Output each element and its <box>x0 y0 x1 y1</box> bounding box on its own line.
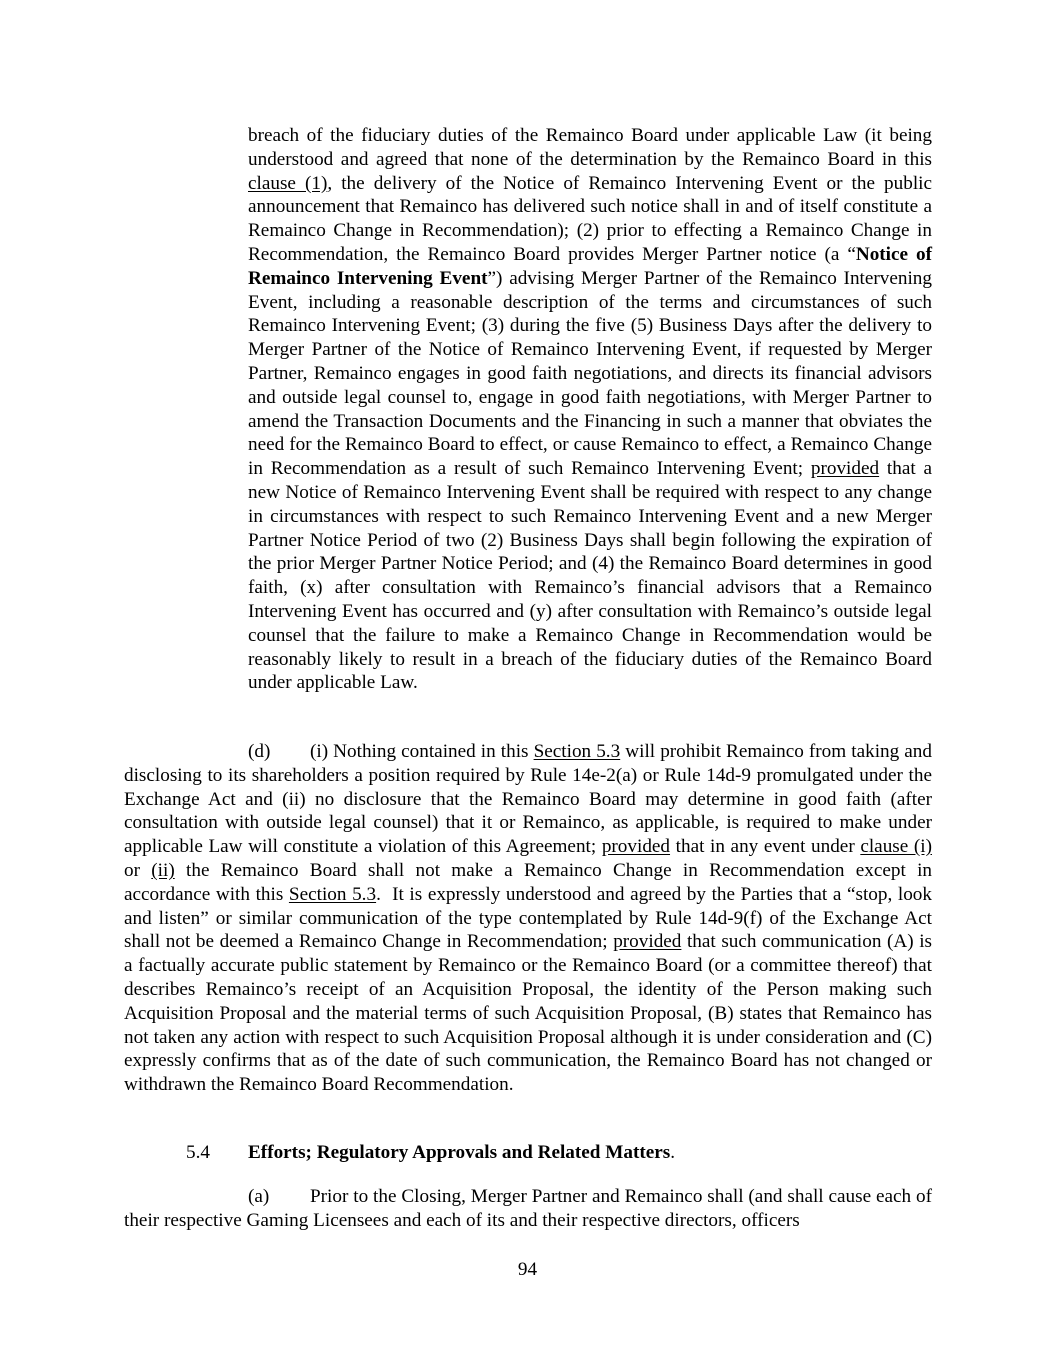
text-run: breach of the fiduciary duties of the Remainco Board under applicable Law (it being understood and agreed that none of the determination by the Remainco Board in this <box>248 125 932 170</box>
text-run: . It is expressly understood and agreed by the Parties that a “stop, look and listen” or similar communication of the type contemplated by Rule 14d-9(f) of the Exchange Act shall not be deemed a Remainco Change in Recommendation; <box>124 883 932 953</box>
section-number: 5.4 <box>186 1142 210 1163</box>
provided-term: provided <box>810 458 880 480</box>
section-title: Efforts; Regulatory Approvals and Related Matters <box>248 1142 671 1163</box>
text-run: will prohibit Remainco from taking and disclosing to its shareholders a position required by Rule 14e-2(a) or Rule 14d-9 promulgated under the Exchange Act and (ii) no disclosure that the Remainco Board may determine in good faith (after consultation with outside legal counsel) that it or Remainco, as applicable, is required to make under applicable Law will constitute a violation of this Agreement; <box>124 741 932 858</box>
clause-a-paragraph <box>124 1185 932 1233</box>
clause-d-label: (d) <box>248 741 271 762</box>
text-run: that in any event under <box>670 836 861 858</box>
section-title-period: . <box>670 1142 676 1163</box>
text-run: Prior to the Closing, Merger Partner and Remainco shall (and shall cause each of their respective Gaming Licensees and each of its and their respective directors, officers <box>124 1186 932 1231</box>
section-5-3-reference: Section 5.3 <box>533 741 621 762</box>
section-5-4-heading <box>124 1141 932 1165</box>
clause-ii-reference: (ii) <box>151 859 175 881</box>
section-5-3-reference: Section 5.3 <box>288 883 377 905</box>
page-number: 94 <box>517 1259 538 1280</box>
clause-c-continuation-paragraph <box>248 124 932 695</box>
text-run: ”) advising Merger Partner of the Remainco Intervening Event, including a reasonable description of the terms and circumstances of such Remainco Intervening Event; (3) during the five (5) Business Days after the delivery to Merger Partner of the Notice of Remainco Intervening Event, if requested by Merger Partner, Remainco engages in good faith negotiations, and directs its financial advisors and outside legal counsel to, engage in good faith negotiations, with Merger Partner to amend the Transaction Documents and the Financing in such a manner that obviates the need for the Remainco Board to effect, or cause Remainco to effect, a Remainco Change in Recommendation as a result of such Remainco Intervening Event; <box>248 267 932 480</box>
clause-d-paragraph <box>124 740 932 1097</box>
provided-term: provided <box>601 836 671 858</box>
text-run: that a new Notice of Remainco Intervening Event shall be required with respect to any change in circumstances with respect to such Remainco Intervening Event and a new Merger Partner Notice Period of two (2) Business Days shall begin following the expiration of the prior Merger Partner Notice Period; and (4) the Remainco Board determines in good faith, (x) after consultation with Remainco’s financial advisors that a Remainco Intervening Event has occurred and (y) after consultation with Remainco’s outside legal counsel that the failure to make a Remainco Change in Recommendation would be reasonably likely to result in a breach of the fiduciary duties of the Remainco Board under applicable Law. <box>248 458 932 694</box>
text-run: , the delivery of the Notice of Remainco Intervening Event or the public announcement that Remainco has delivered such notice shall in and of itself constitute a Remainco Change in Recommendation); (2) prior to effecting a Remainco Change in Recommendation, the Remainco Board provides Merger Partner notice (a “ <box>248 172 932 265</box>
text-run: the Remainco Board shall not make a Remainco Change in Recommendation except in accordance with this <box>124 859 933 905</box>
provided-term: provided <box>613 931 682 953</box>
clause-a-label: (a) <box>248 1186 270 1207</box>
defined-term-notice-of-remainco-intervening-event: Notice of Remainco Intervening Event <box>248 243 932 289</box>
text-run: that such communication (A) is a factually accurate public statement by Remainco or the Remainco Board (or a committee thereof) that describes Remainco’s receipt of an Acquisition Proposal, the identity of the Person making such Acquisition Proposal and the material terms of such Acquisition Proposal, (B) states that Remainco has not taken any action with respect to such Acquisition Proposal although it is under consideration and (C) expressly confirms that as of the date of such communication, the Remainco Board has not changed or withdrawn the Remainco Board Recommendation. <box>124 931 932 1096</box>
clause-1-reference: clause (1) <box>248 172 328 194</box>
text-run: (i) Nothing contained in this <box>310 741 534 762</box>
text-run: or <box>124 859 152 881</box>
clause-i-reference: clause (i) <box>860 836 932 858</box>
